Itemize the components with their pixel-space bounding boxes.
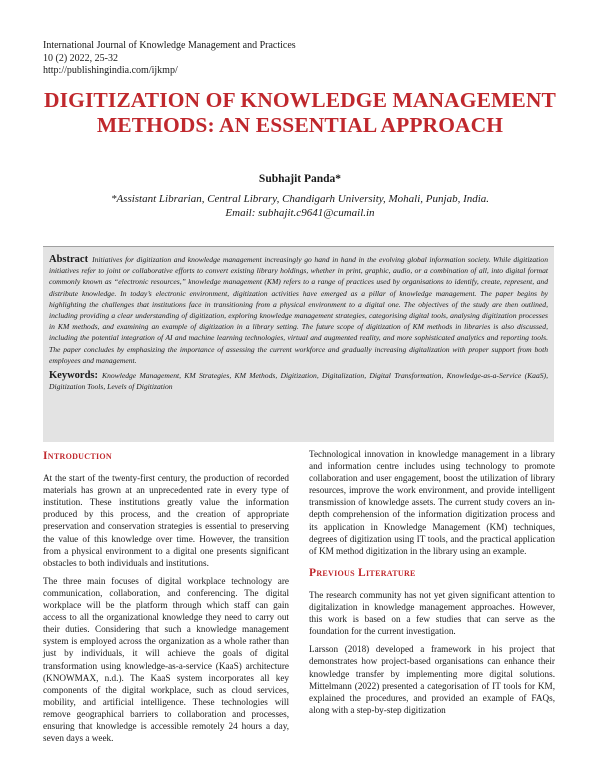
intro-paragraph-2: The three main focuses of digital workplace technology are communication, collaboration, and conferencing. The digital workplace will be the platform through which staff can gain access to all the organizational knowledge they need to carry out their duties. Considering that such a knowledge management system is employed across the organization as a whole rather than just by individuals, it will achieve the goals of digital transformation using knowledge-as-a-service (KaaS) architecture (KNOWMAX, n.d.). The KaaS system incorporates all key components of the digital workplace, such as cloud services, mobility, and artificial intelligence. These technologies will remove geographical barriers to collaboration and processes, ensuring that knowledge is accessible remotely 24 hours a day, seven days a week. [43, 575, 289, 744]
journal-name: International Journal of Knowledge Management and Practices [43, 40, 296, 51]
journal-header [43, 40, 296, 78]
keywords-text: Knowledge Management, KM Strategies, KM Methods, Digitization, Digitalization, Digital Transformation, Knowledge-as-a-Service (KaaS), Digitization Tools, Levels of Digitization [49, 371, 548, 392]
journal-issue: 10 (2) 2022, 25-32 [43, 52, 118, 64]
abstract-box [43, 246, 554, 442]
abstract-label: Abstract [49, 254, 89, 265]
keywords [49, 370, 548, 392]
left-column [43, 444, 289, 750]
author-email: Email: subhajit.c9641@cumail.in [225, 207, 375, 219]
literature-paragraph-2: Larsson (2018) developed a framework in his project that demonstrates how project-based organisations can enhance their knowledge transfer by implementing more digital solutions. Mittelmann (2022) presented a categorisation of IT tools for KM, explained the procedures, and provided an example of FAQs, along with a step-by-step digitization [309, 644, 555, 715]
section-heading-introduction: Introduction [43, 450, 112, 462]
abstract-text: Initiatives for digitization and knowledge management increasingly go hand in hand in the evolving global information society. While digitization initiatives refer to joint or collaborative efforts to convert existing library holdings, whether in print, graphic, audio, or a combination of all, into digital format commonly known as “electronic resources,” knowledge management (KM) refers to a range of practices used by organisations to identify, create, represent, and distribute knowledge. In today’s electronic environment, digitization activities have emerged as a pillar of knowledge management. The paper begins by highlighting the challenges that institutions face in transitioning from a physical environment to a digital one. The objectives of the study are then outlined, including providing a clear understanding of digitization, exploring knowledge management strategies, categorising digital tools, analysing digitization processes in KM methods, and examining an example of digitization in a library setting. The future scope of digitization of KM methods in libraries is also discussed, including the potential integration of AI and machine learning technologies, virtual and augmented reality, and more sophisticated analytics and reporting tools. The paper concludes by emphasizing the importance of assessing the current workforce and gradually increasing digitalization with proper support from both employees and management. [49, 255, 548, 365]
section-heading-previous-literature: Previous Literature [309, 566, 416, 579]
intro-paragraph-3: Technological innovation in knowledge management in a library and information centre includes using technology to promote collaboration and user engagement, boost the utilization of library resources, improve the work environment, and provide intelligent transmission of knowledge assets. The current study covers an in-depth comprehension of the information digitization process and its application in Knowledge Management (KM) techniques, degrees of digitization using IT tools, and the practical application of KM method digitization in the library using an example. [309, 449, 555, 556]
author-affiliation: *Assistant Librarian, Central Library, Chandigarh University, Mohali, Punjab, India. [110, 193, 490, 205]
author-name: Subhajit Panda* [258, 173, 342, 185]
intro-paragraph-1: At the start of the twenty-first century, the production of recorded materials has grown at an unprecedented rate in every type of institution. These institutions greatly value the information produced by this process, and the creation of appropriate preservation and conservation strategies is essential to preserving the value of this knowledge over time. However, the transition from a physical environment to a digital one presents significant obstacles to both individuals and institutions. [43, 473, 289, 568]
paper-title: DIGITIZATION OF KNOWLEDGE MANAGEMENT METHODS: AN ESSENTIAL APPROACH [44, 88, 556, 137]
literature-paragraph-1: The research community has not yet given significant attention to digitalization in knowledge management approaches. However, this work is based on a few studies that can serve as the foundation for the current investigation. [309, 589, 555, 637]
author-affiliation-block [40, 192, 560, 220]
right-column [309, 444, 555, 722]
journal-url: http://publishingindia.com/ijkmp/ [43, 65, 178, 76]
keywords-label: Keywords: [49, 370, 98, 382]
abstract [49, 254, 548, 366]
